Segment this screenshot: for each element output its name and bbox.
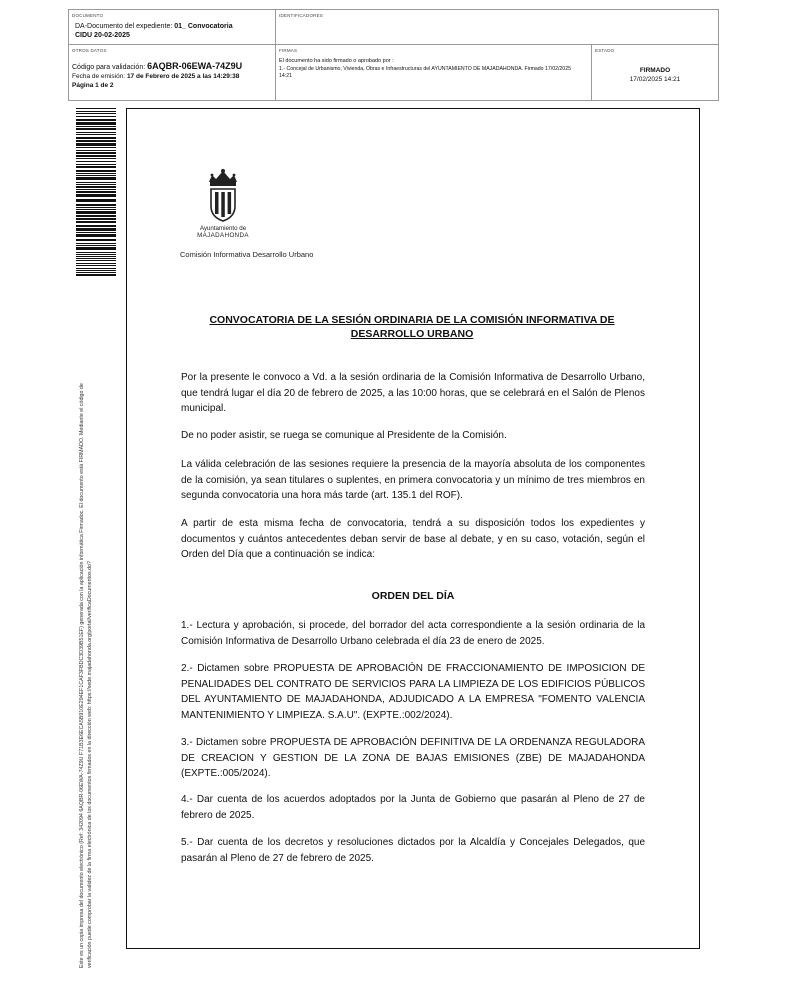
orden-item-2: 2.- Dictamen sobre PROPUESTA DE APROBACIÓN DE FRACCIONAMIENTO DE IMPOSICION DE PENALIDADES DEL CONTRATO DE SERVICIOS PARA LA LIMPIEZA DE LOS EDIFICIOS PÚBLICOS DEL AYUNTAMIENTO DE MAJADAHONDA, ADJUDICADO A LA EMPRESA "FOMENTO VALENCIA MANTENIMIENTO Y LIMPIEZA. S.A.U". (EXPTE.:002/2024).	[181, 663, 645, 721]
header-firmas-cell	[276, 45, 592, 100]
document-title: CONVOCATORIA DE LA SESIÓN ORDINARIA DE LA COMISIÓN INFORMATIVA DE DESARROLLO URBANO	[209, 314, 615, 341]
header-identificadores-cell	[276, 10, 718, 45]
documento-name: 01_ Convocatoria	[174, 23, 233, 30]
estado-status: FIRMADO	[639, 67, 671, 74]
verification-side-text	[78, 300, 95, 968]
orden-item-4: 4.- Dar cuenta de los acuerdos adoptados por la Junta de Gobierno que pasarán al Pleno de 27 de febrero de 2025.	[181, 794, 645, 821]
documento-caption: DOCUMENTO	[72, 13, 104, 18]
paragraph-expedientes: A partir de esta misma fecha de convocatoria, tendrá a su disposición todos los expedientes y documentos y cuántos antecedentes deban servir de base al debate, y en su caso, votación, según el Orden del Día que a continuación se indica:	[181, 518, 645, 560]
header-otros-datos-cell	[69, 45, 276, 100]
validation-code-value[interactable]: 6AQBR-06EWA-74Z9U	[147, 61, 243, 71]
estado-caption: ESTADO	[595, 48, 615, 53]
majadahonda-crest-logo	[190, 168, 256, 240]
logo-line1: Ayuntamiento de	[199, 225, 247, 232]
logo-line2: MAJADAHONDA	[197, 232, 249, 239]
otros-caption: OTROS DATOS	[72, 48, 107, 53]
header-documento-cell	[69, 10, 276, 45]
orden-item-3: 3.- Dictamen sobre PROPUESTA DE APROBACIÓN DEFINITIVA DE LA ORDENANZA REGULADORA DE CREACION Y GESTION DE LA ZONA DE BAJAS EMISIONES (ZBE) DE MAJADAHONDA (EXPTE.:005/2024).	[181, 737, 645, 779]
header-estado-cell	[592, 45, 718, 100]
orden-item-1: 1.- Lectura y aprobación, si procede, del borrador del acta correspondiente a la sesión ordinaria de la Comisión Informativa de Desarrollo Urbano celebrada el día 23 de enero de 2025.	[181, 620, 645, 647]
paragraph-convocatoria: Por la presente le convoco a Vd. a la sesión ordinaria de la Comisión Informativa de Desarrollo Urbano, que tendrá lugar el día 20 de febrero de 2025, a las 10:00 horas, que se celebrará en el Salón de Plenos municipal.	[181, 372, 645, 414]
validation-code	[72, 61, 242, 71]
emission-date-value: 17 de Febrero de 2025 a las 14:29:38	[126, 73, 240, 80]
validation-code-label: Código para validación:	[72, 64, 146, 71]
paragraph-quorum: La válida celebración de las sesiones requiere la presencia de la mayoría absoluta de los componentes de la comisión, ya sean titulares o suplentes, en primera convocatoria y un mínimo de tres miembros en segunda convocatoria una hora más tarde (art. 135.1 del ROF).	[181, 459, 645, 501]
page-count: Página 1 de 2	[72, 82, 114, 89]
barcode	[76, 108, 116, 276]
emission-date	[72, 73, 239, 80]
firmas-caption: FIRMAS	[279, 48, 298, 53]
orden-del-dia-title: ORDEN DEL DÍA	[371, 590, 455, 602]
department-label: Comisión Informativa Desarrollo Urbano	[180, 250, 314, 259]
identificadores-caption: IDENTIFICADORES	[279, 13, 324, 18]
documento-cidu: CIDU 20-02-2025	[75, 32, 130, 39]
side-text-line2: verificación puede comprobar la validez de la firma electrónica de los documentos firmados en la dirección web: https://sede.majadahonda.org/portal/verificaDocumentos.do?	[87, 561, 94, 968]
documento-title	[75, 23, 233, 30]
estado-date: 17/02/2025 14:21	[629, 76, 681, 83]
orden-item-5: 5.- Dar cuenta de los decretos y resoluciones dictados por la Alcaldía y Concejales Delegados, que pasarán al Pleno de 27 de febrero de 2025.	[181, 837, 645, 864]
firmas-signer: 1.- Concejal de Urbanismo, Vivienda, Obras e Infraestructuras del AYUNTAMIENTO DE MAJADAHONDA. Firmado 17/02/2025 14:21	[279, 66, 571, 80]
firmas-intro: El documento ha sido firmado o aprobado por :	[279, 58, 394, 64]
document-header-table	[68, 9, 719, 101]
emission-date-label: Fecha de emisión:	[72, 73, 126, 80]
documento-label: DA-Documento del expediente:	[75, 23, 173, 30]
side-text-line1: Este es un copia impresa del documento electrónico (Ref: 342094 6AQBR-06EWA-74Z9U F71B3E6ECA5B910E294EF1CAF3FBDC3D39B51EF) generada con la aplicación informática Firmadoc. El documento está FIRMADO. Mediante el código de	[79, 383, 85, 968]
paragraph-asistencia: De no poder asistir, se ruega se comunique al Presidente de la Comisión.	[181, 430, 507, 441]
